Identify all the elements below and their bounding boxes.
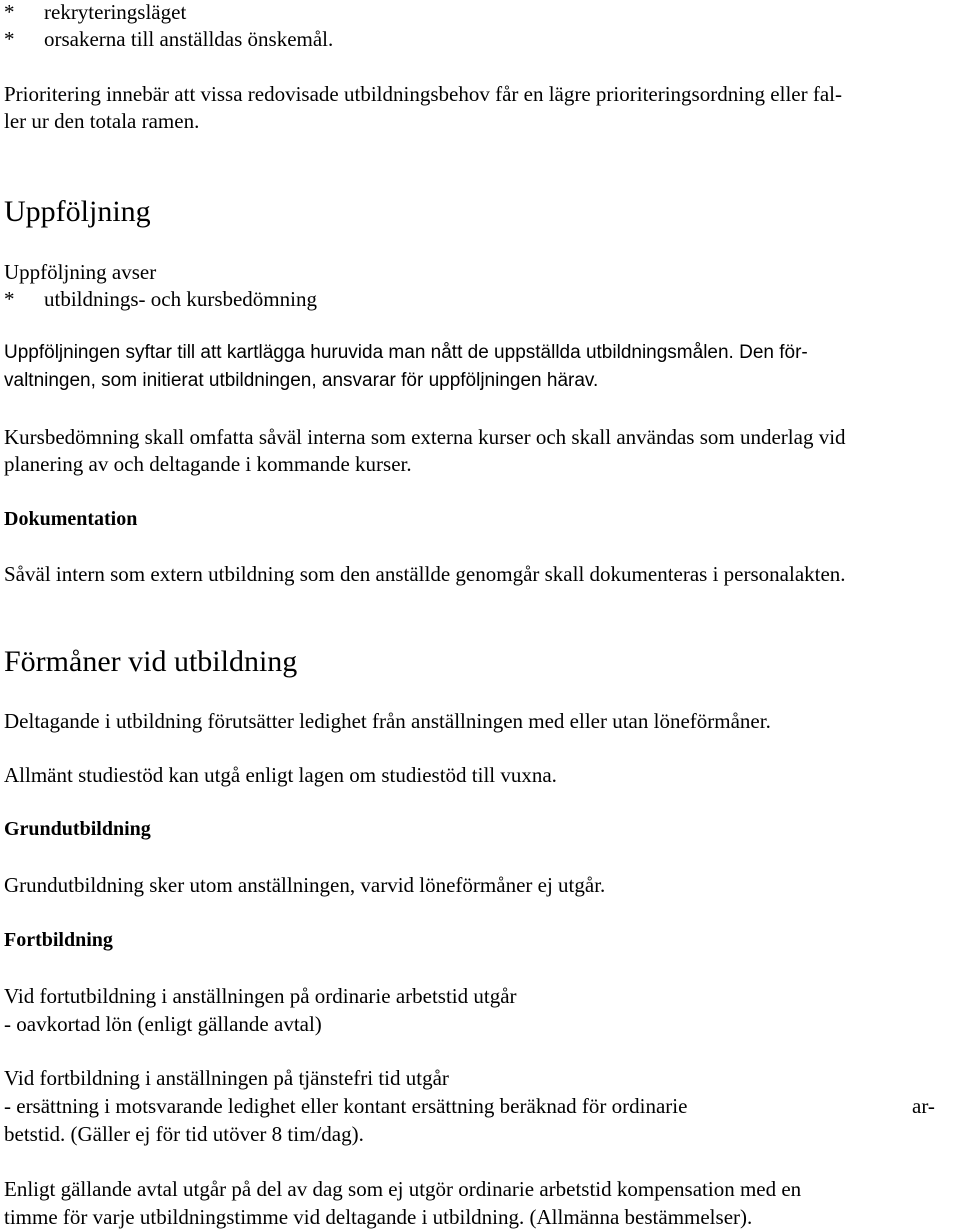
paragraph-line: Allmänt studiestöd kan utgå enligt lagen om studiestöd till vuxna.: [4, 763, 557, 787]
list-item-text: utbildnings- och kursbedömning: [44, 287, 317, 311]
paragraph-line: Kursbedömning skall omfatta såväl interna som externa kurser och skall användas som underlag vid: [4, 425, 846, 449]
subsection-heading: Dokumentation: [4, 508, 138, 530]
paragraph-line: - ersättning i motsvarande ledighet eller kontant ersättning beräknad för ordinarie: [4, 1094, 688, 1118]
bullet-marker: *: [4, 0, 15, 24]
list-item: [4, 287, 317, 312]
list-item-text: orsakerna till anställdas önskemål.: [44, 27, 334, 51]
paragraph-line: Uppföljningen syftar till att kartlägga huruvida man nått de uppställda utbildningsmålen. Den för-: [4, 342, 808, 363]
paragraph-line: valtningen, som initierat utbildningen, ansvarar för uppföljningen härav.: [4, 370, 599, 391]
paragraph-line: - oavkortad lön (enligt gällande avtal): [4, 1012, 322, 1036]
list-item-text: rekryteringsläget: [44, 0, 187, 24]
paragraph-line: planering av och deltagande i kommande kurser.: [4, 452, 412, 476]
paragraph-line: ler ur den totala ramen.: [4, 109, 200, 133]
bullet-marker: *: [4, 287, 15, 311]
paragraph-line: Vid fortbildning i anställningen på tjänstefri tid utgår: [4, 1066, 449, 1090]
paragraph-line: Prioritering innebär att vissa redovisade utbildningsbehov får en lägre prioriteringsordning eller fal-: [4, 82, 843, 106]
subsection-heading: Grundutbildning: [4, 818, 151, 840]
list-item: [4, 0, 186, 25]
section-heading: Uppföljning: [4, 195, 151, 228]
paragraph-line: betstid. (Gäller ej för tid utöver 8 tim/dag).: [4, 1122, 364, 1146]
bullet-marker: *: [4, 27, 15, 51]
paragraph-line: Deltagande i utbildning förutsätter ledighet från anställningen med eller utan löneförmåner.: [4, 709, 771, 733]
subsection-heading: Fortbildning: [4, 929, 113, 951]
paragraph-line: timme för varje utbildningstimme vid deltagande i utbildning. (Allmänna bestämmelser).: [4, 1205, 753, 1229]
paragraph-line: Uppföljning avser: [4, 260, 157, 284]
paragraph-line: Såväl intern som extern utbildning som den anställde genomgår skall dokumenteras i personalakten.: [4, 562, 846, 586]
section-heading: Förmåner vid utbildning: [4, 645, 298, 678]
hyphenated-fragment: ar-: [912, 1094, 935, 1118]
paragraph-line: Grundutbildning sker utom anställningen, varvid löneförmåner ej utgår.: [4, 873, 606, 897]
list-item: [4, 27, 333, 52]
paragraph-line: Enligt gällande avtal utgår på del av dag som ej utgör ordinarie arbetstid kompensation med en: [4, 1177, 802, 1201]
paragraph-line: Vid fortutbildning i anställningen på ordinarie arbetstid utgår: [4, 984, 517, 1008]
